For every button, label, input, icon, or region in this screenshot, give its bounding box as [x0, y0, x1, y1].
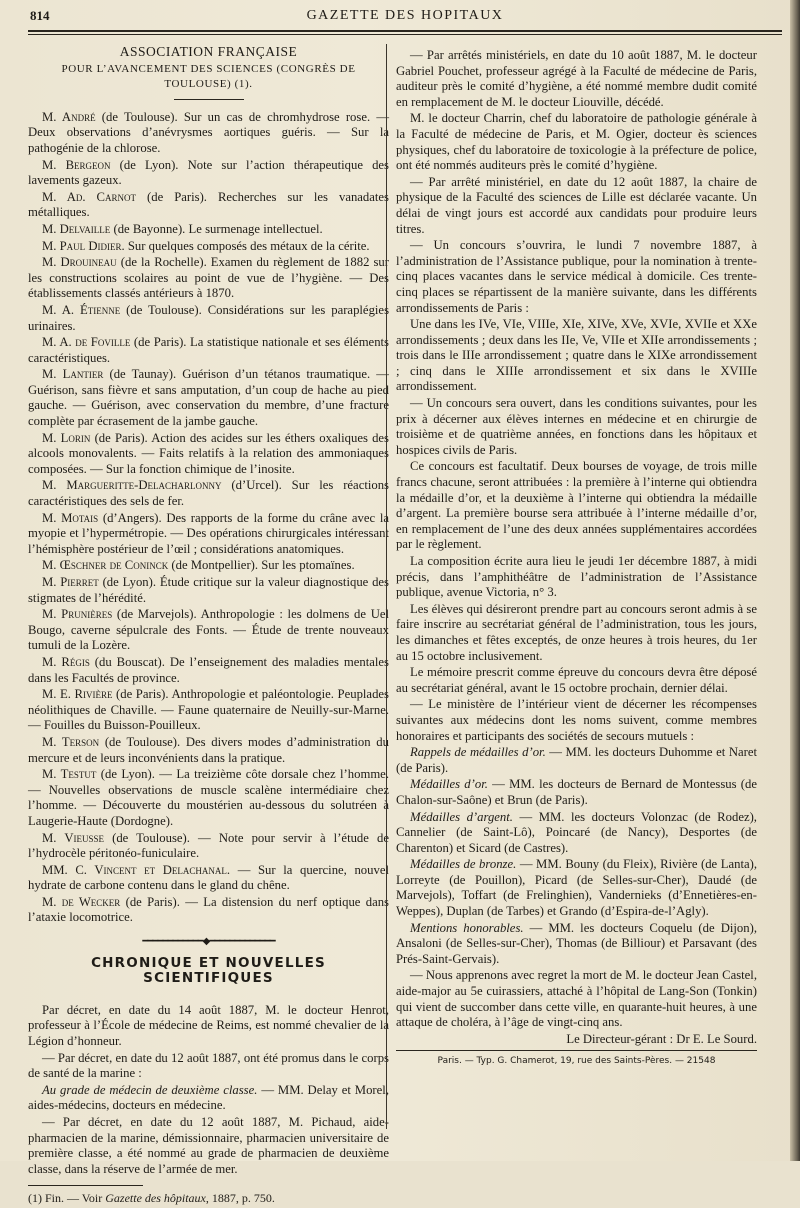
- entry-author: M. Prunières: [42, 607, 113, 622]
- entry-text: (d’Angers). Des rapports de la forme du crâne avec la myopie et l’hypermétropie. — Des opérations chirurgicales intéressant l’hémisphère postérieur de l’œil ; considérations anatomiques.: [28, 510, 389, 556]
- chronique-paragraph: M. le docteur Charrin, chef du laboratoire de pathologie générale à la Faculté de médecine de Paris, et M. Ogier, docteur ès sciences physiques, chef du laboratoire de toxicologie à la préfecture de police, ont été nommés auditeurs près le comité d’hygiène.: [396, 111, 757, 173]
- entry-text: (de Paris). La statistique nationale et ses éléments caractéristiques.: [28, 335, 389, 365]
- association-entry: [28, 239, 389, 255]
- association-subtitle: POUR L’AVANCEMENT DES SCIENCES (CONGRÈS DE TOULOUSE) (1).: [61, 62, 356, 91]
- page-header: [28, 6, 782, 30]
- entry-author: M. Ad. Carnot: [42, 189, 137, 204]
- chronique-paragraph: — Nous apprenons avec regret la mort de M. le docteur Jean Castel, aide-major au 5e cuirassiers, attaché à l’hôpital de Lang-Son (Tonkin) qui vient de succomber dans cette ville, en quarante-huit heures, à une attaque de choléra, à l’âge de vingt-cinq ans.: [396, 968, 757, 1030]
- printer-imprint: Paris. — Typ. G. Chamerot, 19, rue des Saints-Pères. — 21548: [437, 1056, 716, 1067]
- association-entry: [28, 575, 389, 606]
- chronique-paragraph: [396, 810, 757, 857]
- signature: Le Directeur-gérant : Dr E. Le Sourd.: [566, 1031, 757, 1046]
- chronique-paragraph: [396, 921, 757, 968]
- paragraph-text: — MM. les docteurs Volonzac (de Rodez), Cannelier (de Saint-Lô), Poincaré (de Nancy), Desportes (de Charenton) et Sicard (de Castres).: [396, 809, 757, 855]
- entry-text: (de Bayonne). Le surmenage intellectuel.: [110, 221, 323, 236]
- entry-author: M. Pierret: [42, 575, 99, 589]
- entry-text: (de Toulouse). Sur un cas de chromhydrose rose. — Deux observations d’anévrysmes aortiques guéris. — Sur la pathogénie de la chlorose.: [28, 109, 390, 155]
- chronique-paragraph: Ce concours est facultatif. Deux bourses de voyage, de trois mille francs chacune, seront attribuées : la première à l’interne qui obtiendra la médaille d’or, et la deuxième à l’interne qui obtiendra la médaille d’argent. La première bourse sera attribuée à l’interne médaille d’or, en remplacement de l’une des deux années supplémentaires accordées par le règlement.: [396, 459, 757, 552]
- chronique-paragraph: Par décret, en date du 14 août 1887, M. le docteur Henrot, professeur à l’École de médecine de Reims, est nommé chevalier de la Légion d’honneur.: [28, 1002, 389, 1049]
- entry-text: (de Lyon). Note sur l’action thérapeutique des lavements gazeux.: [28, 157, 389, 188]
- entry-author: M. Motais: [42, 510, 99, 525]
- association-entry: [28, 431, 389, 478]
- section-rule: [174, 99, 244, 100]
- chronique-paragraph: Le mémoire prescrit comme épreuve du concours devra être déposé au secrétariat général, avant le 15 octobre prochain, dernier délai.: [396, 665, 757, 695]
- entry-text: (de Toulouse). — Note pour servir à l’étude de l’hydrocèle péritonéo-funiculaire.: [28, 830, 389, 861]
- entry-text: (de Paris). Anthropologie et paléontologie. Peuplades néolithiques de Chaville. — Faune quaternaire de Neuilly-sur-Marne. — Fouilles du Buisson-Pouilleux.: [28, 687, 389, 733]
- page-edge: [790, 0, 800, 1161]
- chronique-paragraph: — Par arrêté ministériel, en date du 12 août 1887, la chaire de physique de la Faculté des sciences de Lille est déclarée vacante. Un délai de vingt jours est accordé aux candidats pour produire leurs titres.: [396, 174, 757, 236]
- association-entry: [28, 335, 389, 366]
- entry-text: (de Lyon). — La treizième côte dorsale chez l’homme. — Nouvelles observations de muscle scalène intermédiaire chez l’homme. — Découverte du moustérien au-dessous du solutréen à Laugerie-Haute (Dordogne).: [28, 767, 389, 828]
- paragraph-label: Médailles de bronze.: [410, 857, 517, 872]
- paragraph-label: Médailles d’or.: [410, 777, 488, 792]
- chronique-paragraph: — Par décret, en date du 12 août 1887, M. Pichaud, aide-pharmacien de la marine, démissionnaire, pharmacien universitaire de première classe, a été nommé au grade de pharmacien de deuxième classe, dans la réserve de l’armée de mer.: [28, 1115, 389, 1176]
- entry-text: (d’Urcel). Sur les réactions caractéristiques des sels de fer.: [28, 478, 389, 509]
- entry-text: (de Toulouse). Considérations sur les paraplégies urinaires.: [28, 302, 390, 333]
- paragraph-text: — MM. les docteurs de Bernard de Montessus (de Chalon-sur-Saône) et Brun (de Paris).: [396, 777, 757, 807]
- entry-author: M. Bergeon: [42, 157, 111, 172]
- chronique-paragraph: Une dans les IVe, VIe, VIIIe, XIe, XIVe, XVe, XVIe, XVIIe et XXe arrondissements ; deux dans les IIe, Ve, VIIe et XIIe arrondissements ; trois dans le IIIe arrondissement ; quatre dans le XIXe arrondissement ; cinq dans le XIIIe arrondissement et six dans le XVIIIe arrondissement.: [396, 317, 757, 394]
- column-divider: [386, 44, 387, 1129]
- entry-author: M. Delvaille: [42, 221, 111, 236]
- paragraph-text: — MM. les docteurs Coquelu (de Dijon), Ansaloni (de Selles-sur-Cher), Thomas (de Billiour) et Parsavant (des Prés-Saint-Gervais).: [396, 920, 757, 966]
- paragraph-text: — MM. Delay et Morel, aides-médecins, docteurs en médecine.: [28, 1082, 389, 1113]
- signature-rule: [396, 1050, 757, 1051]
- paragraph-text: — MM. les docteurs Duhomme et Naret (de Paris).: [396, 745, 757, 775]
- entry-author: M. André: [42, 109, 96, 124]
- association-entry: [28, 655, 389, 686]
- association-entry: [28, 687, 389, 734]
- entry-author: M. Testut: [42, 767, 97, 782]
- association-entry: [28, 158, 389, 189]
- entry-author: M. Lantier: [42, 367, 104, 382]
- entry-text: (de Paris). Action des acides sur les éthers oxaliques des alcools monovalents. — Faits relatifs à la relation des ammoniaques composées. — Sur la fonction chimique de l’inosite.: [28, 430, 389, 476]
- entry-author: M. Œschner de Coninck: [42, 558, 169, 573]
- entry-text: (de Lyon). Étude critique sur la valeur diagnostique des stigmates de l’hérédité.: [28, 575, 389, 605]
- chronique-paragraph: [396, 745, 757, 776]
- entry-author: M. A. de Foville: [42, 335, 131, 350]
- chronique-paragraph: [28, 1083, 389, 1114]
- left-column: [28, 44, 389, 1208]
- footnote-rule: [28, 1185, 143, 1186]
- paragraph-label: Rappels de médailles d’or.: [410, 745, 546, 760]
- entry-author: M. E. Rivière: [42, 687, 113, 702]
- chronique-paragraph: La composition écrite aura lieu le jeudi 1er décembre 1887, à midi précis, dans l’amphithéâtre de l’administration de l’Assistance publique, avenue Victoria, n° 3.: [396, 554, 757, 600]
- association-entry: [28, 831, 389, 862]
- entry-text: (de Paris). Recherches sur les vanadates métalliques.: [28, 189, 389, 220]
- right-column: [396, 48, 757, 1071]
- association-entry: [28, 190, 389, 221]
- entry-author: M. Margueritte-Delacharlonny: [42, 478, 222, 493]
- entry-author: MM. C. Vincent et Delachanal: [42, 862, 227, 877]
- association-entry: [28, 735, 389, 766]
- entry-text: (de Toulouse). Des divers modes d’administration du mercure et de leurs inconvénients dans la pratique.: [28, 734, 389, 765]
- paragraph-text: — MM. Bouny (du Fleix), Rivière (de Lanta), Lorreyte (de Pouillon), Picard (de Selles-sur-Cher), Daudé (de Marvejols), Toffart (de Frelinghien), Vandernieks (d’Ennetières-en-Weppes), Duplan (de Tarbes) et Grando (d’Espira-de-l’Agly).: [396, 857, 757, 919]
- paragraph-label: Mentions honorables.: [410, 920, 524, 935]
- association-entry: [28, 478, 389, 509]
- chronique-paragraph: — Par arrêtés ministériels, en date du 10 août 1887, M. le docteur Gabriel Pouchet, professeur agrégé à la Faculté de médecine de Paris, auditeur près le comité d’hygiène, a été nommé membre dudit comité en remplacement de M. le docteur Liouville, décédé.: [396, 48, 757, 109]
- association-entry: [28, 767, 389, 829]
- entry-text: (de Marvejols). Anthropologie : les dolmens de Uel Bougo, caverne sépulcrale des Fonts. — Étude de trente nouveaux tumuli de la Lozère.: [28, 607, 390, 653]
- entry-text: (du Bouscat). De l’enseignement des maladies mentales dans les Facultés de province.: [28, 654, 389, 685]
- footnote: [28, 1191, 389, 1207]
- association-entry: [28, 367, 389, 429]
- entry-author: M. Paul Didier: [42, 238, 122, 253]
- entry-text: (de Paris). — La distension du nerf optique dans l’ataxie locomotrice.: [28, 894, 389, 925]
- ornament-divider: ━━━━━━━━━━━━◆━━━━━━━━━━━━━: [142, 936, 275, 948]
- association-entry: [28, 255, 389, 302]
- chronique-paragraph: [396, 777, 757, 808]
- chronique-paragraph: — Par décret, en date du 12 août 1887, ont été promus dans le corps de santé de la marine :: [28, 1050, 389, 1081]
- entry-author: M. Lorin: [42, 430, 91, 445]
- chronique-paragraph: — Un concours s’ouvrira, le lundi 7 novembre 1887, à l’administration de l’Assistance publique, pour la nomination à trente-cinq places vacantes dans le service médical à domicile. Ces trente-cinq places se répartissent de la manière suivante, dans les différents arrondissements de Paris :: [396, 238, 757, 315]
- chronique-title: CHRONIQUE ET NOUVELLES SCIENTIFIQUES: [91, 954, 326, 987]
- footnote-text: (1) Fin. — Voir: [28, 1191, 106, 1206]
- association-entry: [28, 110, 389, 157]
- association-entry: [28, 863, 389, 894]
- chronique-paragraph: Les élèves qui désireront prendre part au concours seront admis à se faire inscrire au secrétariat général de l’administration, tous les jours, les dimanches et fêtes exceptés, de onze heures à trois heures, du 1er au 15 octobre inclusivement.: [396, 601, 757, 663]
- association-entry: [28, 303, 389, 334]
- entry-text: . Sur quelques composés des métaux de la cérite.: [121, 238, 370, 253]
- page-number: 814: [30, 8, 50, 23]
- entry-author: M. de Wecker: [42, 894, 121, 909]
- entry-author: M. Drouineau: [42, 255, 117, 270]
- entry-text: (de Montpellier). Sur les ptomaïnes.: [168, 558, 355, 573]
- association-entry: [28, 607, 389, 654]
- entry-author: M. Régis: [42, 654, 90, 669]
- header-rule-thin: [28, 34, 782, 35]
- paragraph-label: Médailles d’argent.: [410, 809, 513, 824]
- header-rule: [28, 30, 782, 32]
- chronique-paragraph: — Un concours sera ouvert, dans les conditions suivantes, pour les prix à décerner aux élèves internes en médecine et en chirurgie de troisième et de quatrième années, en fonctions dans les hôpitaux et hospices civils de Paris.: [396, 396, 757, 457]
- chronique-paragraph: — Le ministère de l’intérieur vient de décerner les récompenses suivantes aux médecins dont les noms suivent, comme membres honoraires et participants des sociétés de secours mutuels :: [396, 697, 757, 743]
- paragraph-label: Au grade de médecin de deuxième classe.: [42, 1082, 258, 1097]
- association-entry: [28, 511, 389, 558]
- association-entries: [28, 110, 389, 926]
- entry-author: M. Terson: [42, 734, 100, 749]
- entry-text: (de la Rochelle). Examen du règlement de 1882 sur les constructions scolaires au point de vue de l’hygiène. — Des établissements classés antérieurs à 1870.: [28, 255, 389, 301]
- entry-author: M. Vieusse: [42, 830, 104, 845]
- running-title: GAZETTE DES HOPITAUX: [306, 8, 504, 23]
- association-title: ASSOCIATION FRANÇAISE: [119, 44, 298, 59]
- entry-author: M. A. Étienne: [42, 302, 121, 317]
- entry-text: (de Taunay). Guérison d’un tétanos traumatique. — Guérison, sans fièvre et sans amputation, d’un coup de hache au pied gauche. — Guérison, avec conservation du membre, d’une fracture complète par écrasement de la jambe gauche.: [28, 367, 389, 429]
- footnote-journal: Gazette des hôpitaux: [105, 1191, 206, 1206]
- association-entry: [28, 222, 389, 238]
- footnote-text-end: , 1887, p. 750.: [205, 1191, 275, 1206]
- association-entry: [28, 558, 389, 574]
- chronique-paragraph: [396, 857, 757, 919]
- entry-text: . — Sur la quercine, nouvel hydrate de carbone contenu dans le gland du chêne.: [28, 862, 389, 893]
- association-entry: [28, 895, 389, 926]
